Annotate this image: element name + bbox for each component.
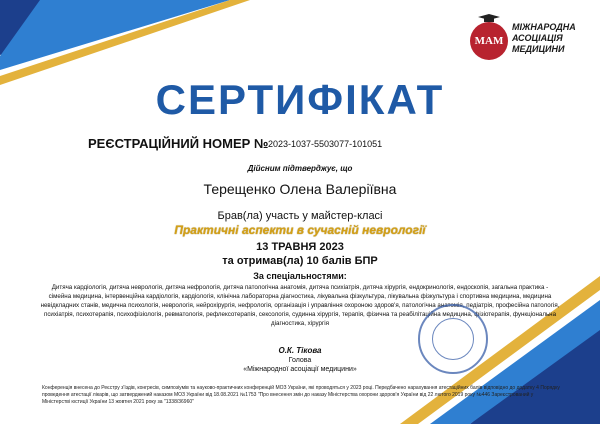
recipient-name: Терещенко Олена Валеріївна [203, 181, 397, 197]
logo-abbr: МАМ [474, 35, 504, 47]
ribbon-top-left-light [0, 0, 230, 70]
graduation-cap-icon [478, 14, 500, 22]
signatory-org: «Міжнародної асоціації медицини» [243, 366, 357, 373]
event-date: 13 ТРАВНЯ 2023 [256, 241, 344, 253]
registration-number: 2023-1037-5503077-101051 [268, 139, 383, 149]
registration-label: РЕЄСТРАЦІЙНИЙ НОМЕР № [88, 136, 269, 151]
certificate-title: СЕРТИФІКАТ [155, 76, 445, 123]
signatory-role: Голова [288, 357, 312, 364]
confirm-text: Дійсним підтверджує, що [247, 164, 353, 173]
points-text: та отримав(ла) 10 балів БПР [222, 255, 378, 267]
logo-emblem [470, 22, 508, 60]
logo-text [512, 22, 592, 55]
official-stamp-inner [432, 318, 474, 360]
course-title: Практичні аспекти в сучасній неврології [174, 223, 426, 237]
participation-text: Брав(ла) участь у майстер-класі [217, 210, 383, 222]
footer-note: Конференція внесена до Реєстру з'їздів, конгресів, симпозіумів та науково-практичних конференцій МОЗ України, які проводяться у 2023 році. Передбачено нарахування атестаційних балів відповідно до додатку 4 Порядку проведення атестації лікарів, що затверджений наказом МОЗ України від 18.08.2021 №1753 "Про внесення змін до наказу Міністерства охорони здоров'я України від 22 лютого 2019 року №446 Зареєстрований у Міністерстві юстиції України 13 жовтня 2021 року за "1338/36960" [42, 385, 560, 405]
specialties-list: Дитяча кардіологія, дитяча неврологія, дитяча нефрологія, дитяча патологічна анатомія, дитяча психіатрія, дитяча хірургія, ендокринологія, ендоскопія, загальна практика - сімейна медицина, інтервенційна кардіологія, кардіологія, клінічна лабораторна діагностика, лікувальна фізкультура, лікувальна фізкультура і спортивна медицина, медицина невідкладних станів, медична психологія, неврологія, нейрохірургія, нефрологія, організація і управління охороною здоров'я, патологічна анатомія, педіатрія, професійна патологія, психіатрія, психотерапія, психофізіологія, ревматологія, рефлексотерапія, сексологія, судинна хірургія, терапія, фізична та реабілітаційна медицина, фізіотерапія, функціональна діагностика, хірургія [40, 284, 560, 327]
logo-line-1: МІЖНАРОДНА [512, 22, 576, 32]
logo-line-2: АСОЦІАЦІЯ [512, 33, 563, 43]
specialties-label: За спеціальностями: [253, 271, 347, 281]
logo-line-3: МЕДИЦИНИ [512, 44, 565, 54]
signatory-name: О.К. Тікова [278, 346, 322, 355]
